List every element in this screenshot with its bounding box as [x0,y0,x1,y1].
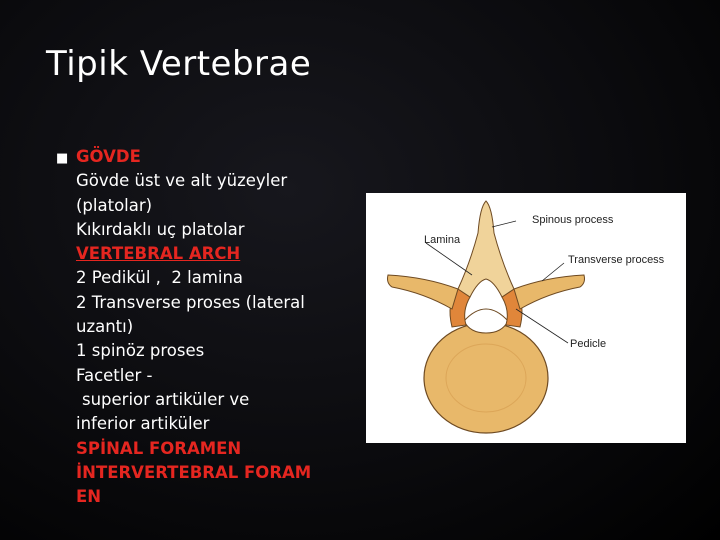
line-text: 2 Pedikül , 2 lamina [76,268,244,288]
label-pedicle: Pedicle [570,338,607,350]
slide-title: Tipik Vertebrae [46,44,312,84]
spinal-foramen [464,309,508,333]
line-vertebral-arch: VERTEBRAL ARCH [76,244,241,264]
line-text: 1 spinöz proses [76,341,205,361]
line-spinal-foramen: SPİNAL FORAMEN [76,438,242,458]
lamina-spinous-process [458,201,514,297]
line-text: Kıkırdaklı uç platolar [76,219,245,239]
label-spinous-process: Spinous process [532,214,614,226]
line-intervertebral-foramen-end: EN [76,487,102,507]
line-text: superior artiküler ve [82,389,250,409]
line-text: inferior artiküler [76,414,210,434]
label-lamina: Lamina [424,234,461,246]
line-intervertebral-foramen: İNTERVERTEBRAL FORAM [76,462,312,482]
transverse-process-right [514,275,585,309]
line-text: uzantı) [76,317,134,337]
line-text: 2 Transverse proses (lateral [76,292,305,312]
label-transverse-process: Transverse process [568,254,665,266]
line-text: (platolar) [76,195,153,215]
line-text: Gövde üst ve alt yüzeyler [76,171,288,191]
vertebra-illustration [366,193,686,443]
vertebra-figure [366,193,686,443]
square-bullet-icon: ■ [56,151,69,166]
line-govde: GÖVDE [76,147,141,166]
line-text: Facetler - [76,365,153,385]
transverse-process-left [388,275,459,309]
bullet-content [76,145,366,509]
vertebral-body [424,323,548,433]
